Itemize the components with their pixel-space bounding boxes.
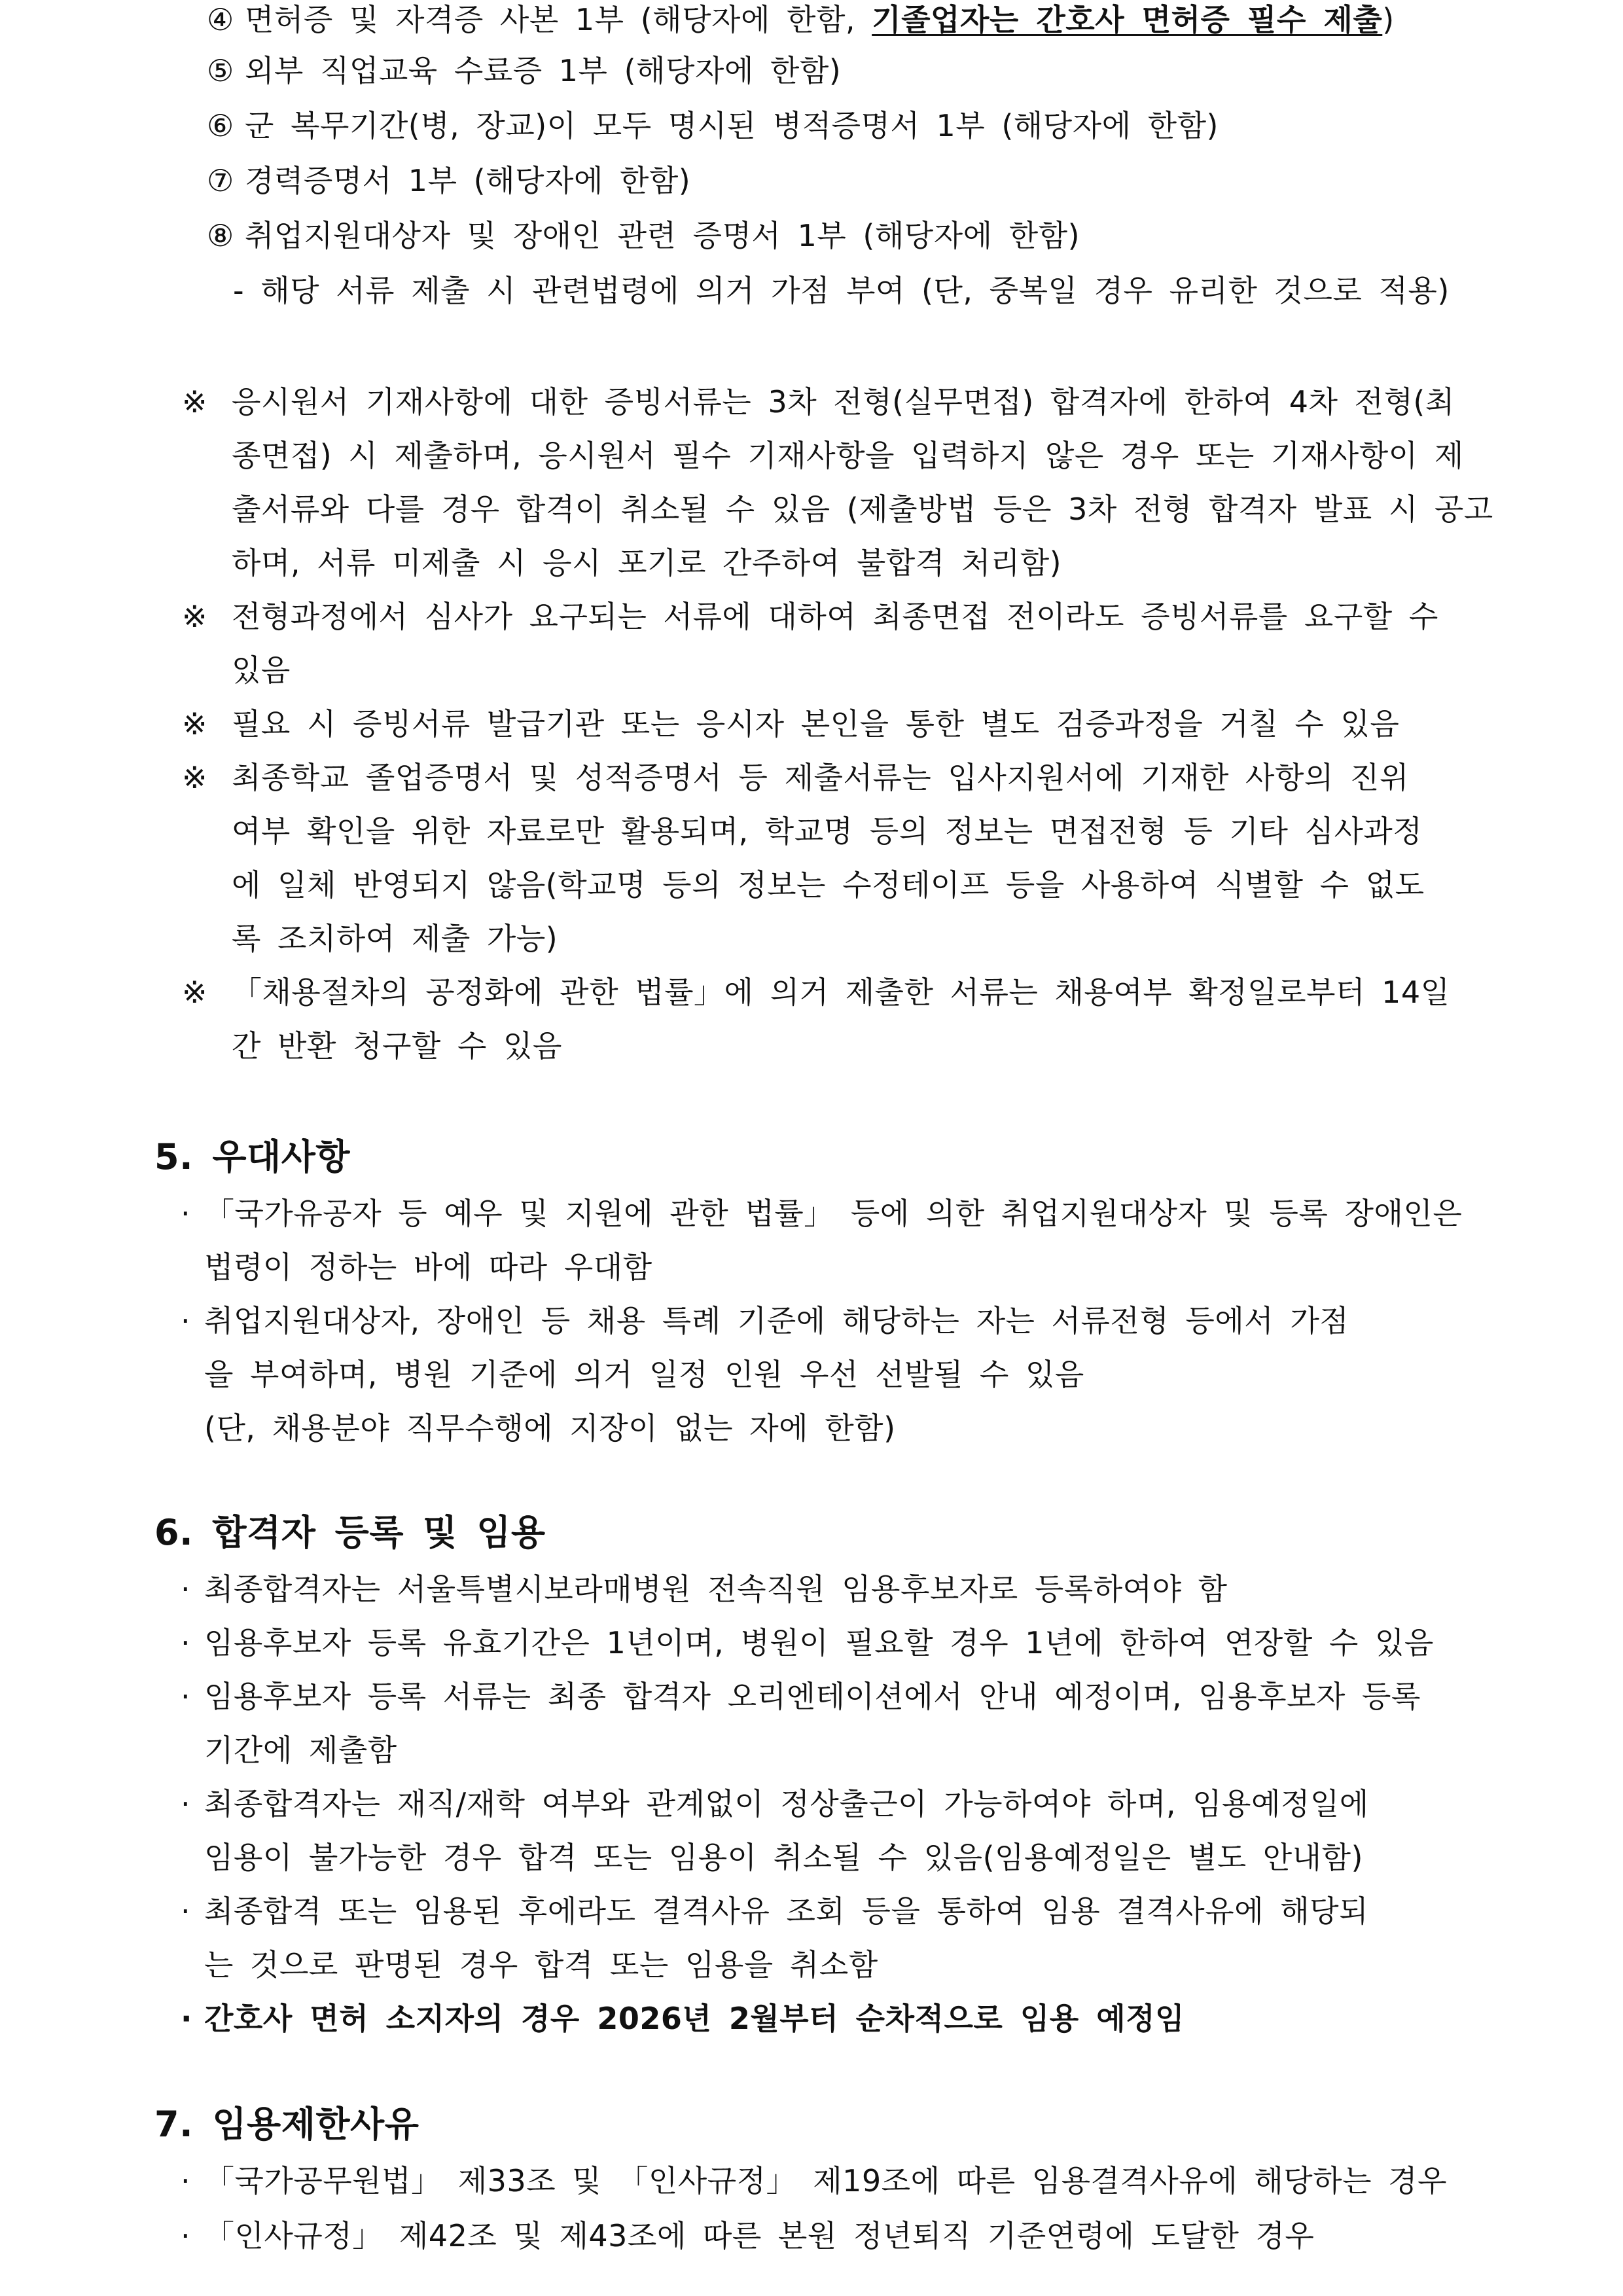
bullet-marker: · — [181, 2001, 192, 2036]
list-item — [181, 2161, 1447, 2200]
note-text: 「채용절차의 공정화에 관한 법률」에 의거 제출한 서류는 채용여부 확정일로부터 14일 — [232, 975, 1450, 1010]
note-line: 종면접) 시 제출하며, 응시원서 필수 기재사항을 입력하지 않은 경우 또는 기재사항이 제 — [232, 438, 1464, 473]
note-line: 록 조치하여 제출 가능) — [232, 921, 558, 956]
item-text: 외부 직업교육 수료증 1부 (해당자에 한함) — [245, 53, 842, 88]
item-text: 「국가공무원법」 제33조 및 「인사규정」 제19조에 따른 임용결격사유에 해당하는 경우 — [204, 2163, 1448, 2198]
item-text: 간호사 면허 소지자의 경우 2026년 2월부터 순차적으로 임용 예정임 — [204, 2001, 1185, 2036]
note-line: 있음 — [232, 653, 291, 688]
submission-item — [207, 216, 1080, 255]
note-line — [182, 704, 1399, 744]
note-line — [182, 382, 1455, 422]
note-marker: ※ — [182, 706, 208, 742]
list-item — [181, 1570, 1228, 1609]
list-item-cont: 는 것으로 판명된 경우 합격 또는 임용을 취소함 — [204, 1947, 878, 1982]
item-marker: ⑧ — [207, 218, 234, 253]
list-item — [181, 1677, 1421, 1716]
note-text: 전형과정에서 심사가 요구되는 서류에 대하여 최종면접 전이라도 증빙서류를 요구할 수 — [232, 599, 1438, 634]
note-line — [182, 973, 1450, 1012]
item-text: 최종합격자는 재직/재학 여부와 관계없이 정상출근이 가능하여야 하며, 임용예정일에 — [204, 1786, 1369, 1821]
item-marker: ④ — [207, 2, 234, 37]
list-item-cont: (단, 채용분야 직무수행에 지장이 없는 자에 한함) — [204, 1410, 896, 1446]
list-item — [181, 1784, 1369, 1823]
item-text: 최종합격자는 서울특별시보라매병원 전속직원 임용후보자로 등록하여야 함 — [204, 1571, 1228, 1607]
bullet-marker: · — [181, 1893, 191, 1929]
item-marker: ⑤ — [207, 53, 234, 88]
submission-item — [207, 161, 690, 200]
note-marker: ※ — [182, 384, 208, 420]
list-item — [181, 1301, 1349, 1340]
note-text: 최종학교 졸업증명서 및 성적증명서 등 제출서류는 입사지원서에 기재한 사항의 진위 — [232, 760, 1409, 795]
note-line: 여부 확인을 위한 자료로만 활용되며, 학교명 등의 정보는 면접전형 등 기타 심사과정 — [232, 814, 1423, 849]
bullet-marker: · — [181, 1679, 191, 1714]
list-item — [181, 2216, 1314, 2255]
note-text: 필요 시 증빙서류 발급기관 또는 응시자 본인을 통한 별도 검증과정을 거칠 수 있음 — [232, 706, 1400, 742]
submission-subnote: - 해당 서류 제출 시 관련법령에 의거 가점 부여 (단, 중복일 경우 유리한 것으로 적용) — [233, 273, 1450, 308]
bullet-marker: · — [181, 2218, 191, 2253]
bullet-marker: · — [181, 1303, 191, 1338]
section-7-title: 7. 임용제한사유 — [154, 2104, 419, 2145]
note-line — [182, 758, 1409, 797]
note-marker: ※ — [182, 599, 208, 634]
list-item — [181, 1892, 1368, 1931]
bullet-marker: · — [181, 1196, 191, 1231]
note-line: 하며, 서류 미제출 시 응시 포기로 간주하여 불합격 처리함) — [232, 545, 1062, 581]
item-text: 취업지원대상자 및 장애인 관련 증명서 1부 (해당자에 한함) — [245, 218, 1080, 253]
note-text: 응시원서 기재사항에 대한 증빙서류는 3차 전형(실무면접) 합격자에 한하여 4차 전형(최 — [232, 384, 1455, 420]
note-line: 출서류와 다를 경우 합격이 취소될 수 있음 (제출방법 등은 3차 전형 합격자 발표 시 공고 — [232, 492, 1493, 527]
item-text: 경력증명서 1부 (해당자에 한함) — [245, 163, 691, 198]
item-emphasis: 기졸업자는 간호사 면허증 필수 제출 — [872, 2, 1383, 37]
bullet-marker: · — [181, 1625, 191, 1660]
item-text: 임용후보자 등록 서류는 최종 합격자 오리엔테이션에서 안내 예정이며, 임용후보자 등록 — [204, 1679, 1421, 1714]
item-tail: ) — [1382, 2, 1395, 37]
bullet-marker: · — [181, 2163, 191, 2198]
item-text: 「인사규정」 제42조 및 제43조에 따른 본원 정년퇴직 기준연령에 도달한 경우 — [204, 2218, 1315, 2253]
list-item — [181, 1623, 1434, 1662]
submission-item — [207, 0, 1395, 39]
item-text: 면허증 및 자격증 사본 1부 (해당자에 한함, — [245, 2, 872, 37]
item-text: 최종합격 또는 임용된 후에라도 결격사유 조회 등을 통하여 임용 결격사유에 해당되 — [204, 1893, 1369, 1929]
note-line — [182, 597, 1438, 636]
note-marker: ※ — [182, 975, 208, 1010]
list-item-cont: 법령이 정하는 바에 따라 우대함 — [204, 1249, 652, 1285]
item-marker: ⑥ — [207, 108, 234, 143]
list-item-bold — [181, 1999, 1185, 2038]
list-item — [181, 1194, 1462, 1233]
submission-item — [207, 51, 841, 90]
item-text: 「국가유공자 등 예우 및 지원에 관한 법률」 등에 의한 취업지원대상자 및 등록 장애인은 — [204, 1196, 1463, 1231]
note-line: 에 일체 반영되지 않음(학교명 등의 정보는 수정테이프 등을 사용하여 식별할 수 없도 — [232, 867, 1425, 903]
item-marker: ⑦ — [207, 163, 234, 198]
bullet-marker: · — [181, 1571, 191, 1607]
section-5-title: 5. 우대사항 — [154, 1136, 351, 1177]
item-text: 임용후보자 등록 유효기간은 1년이며, 병원이 필요할 경우 1년에 한하여 연장할 수 있음 — [204, 1625, 1434, 1660]
submission-item — [207, 106, 1219, 145]
item-text: 군 복무기간(병, 장교)이 모두 명시된 병적증명서 1부 (해당자에 한함) — [245, 108, 1219, 143]
note-marker: ※ — [182, 760, 208, 795]
item-text: 취업지원대상자, 장애인 등 채용 특례 기준에 해당하는 자는 서류전형 등에서 가점 — [204, 1303, 1349, 1338]
list-item-cont: 을 부여하며, 병원 기준에 의거 일정 인원 우선 선발될 수 있음 — [204, 1357, 1084, 1392]
bullet-marker: · — [181, 1786, 191, 1821]
list-item-cont: 임용이 불가능한 경우 합격 또는 임용이 취소될 수 있음(임용예정일은 별도 안내함) — [204, 1840, 1364, 1875]
list-item-cont: 기간에 제출함 — [204, 1732, 397, 1768]
section-6-title: 6. 합격자 등록 및 임용 — [154, 1512, 546, 1553]
note-line: 간 반환 청구할 수 있음 — [232, 1028, 562, 1064]
